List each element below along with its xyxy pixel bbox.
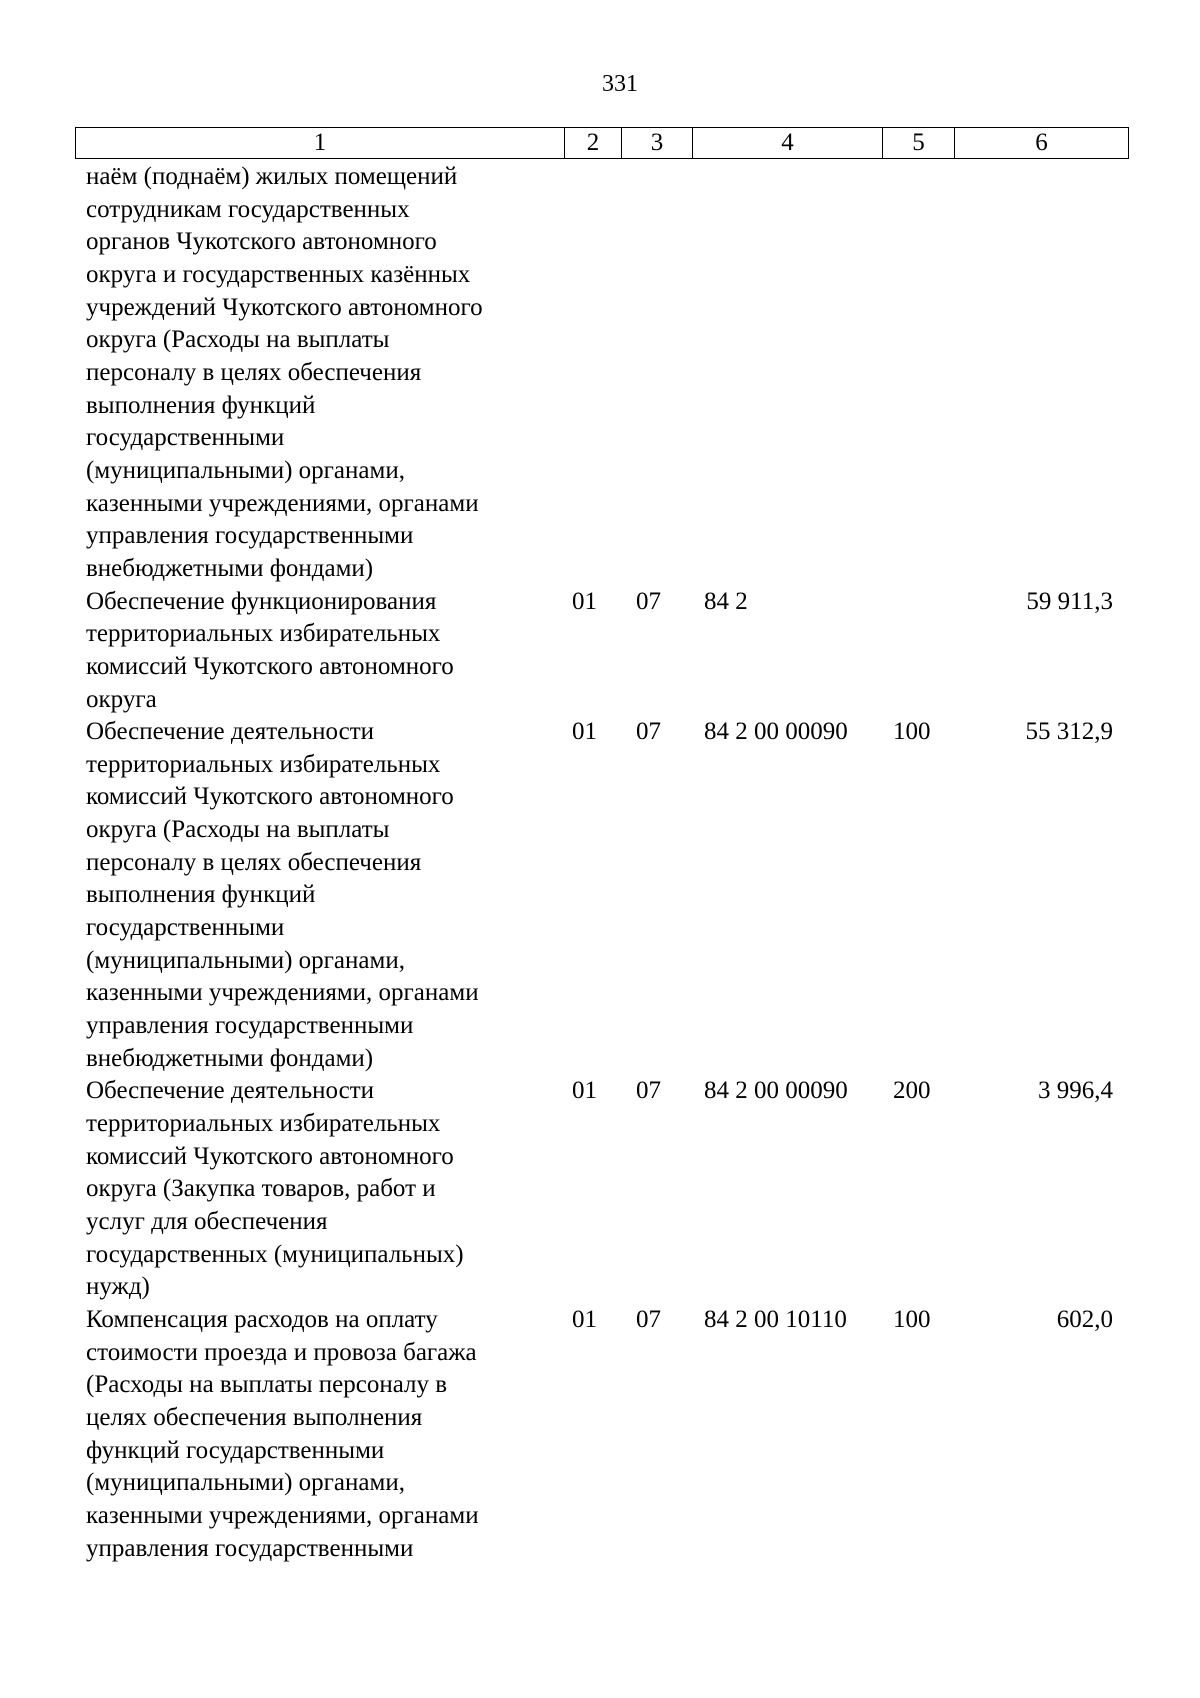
description-line: округа (Расходы на выплаты	[86, 326, 390, 354]
description-line: округа (Закупка товаров, работ и	[86, 1175, 436, 1203]
description-line: округа	[86, 685, 157, 713]
description-line: казенными учреждениями, органами	[86, 489, 479, 517]
description-line: (муниципальными) органами,	[86, 456, 405, 484]
amount	[952, 161, 1125, 586]
description-line: комиссий Чукотского автономного	[86, 1142, 454, 1170]
target-article-code	[695, 161, 882, 586]
budget-table-body	[75, 161, 1125, 1565]
table-row	[75, 1075, 1125, 1304]
description-line: наём (поднаём) жилых помещений	[86, 163, 458, 190]
description-line: (Расходы на выплаты персоналу в	[86, 1371, 448, 1399]
target-article-code: 84 2 00 00090	[704, 718, 848, 746]
description-line: территориальных избирательных	[86, 750, 441, 778]
description-line: Обеспечение деятельности	[86, 718, 375, 746]
column-header-row	[76, 128, 1129, 159]
description-line: управления государственными	[86, 1012, 414, 1040]
subsection-code: 07	[636, 587, 661, 615]
table-row	[75, 1304, 1125, 1565]
description-line: выполнения функций	[86, 881, 316, 909]
description-line: целях обеспечения выполнения	[86, 1403, 423, 1431]
amount: 59 911,3	[1026, 587, 1113, 615]
description-line: управления государственными	[86, 1534, 414, 1562]
description-line: казенными учреждениями, органами	[86, 979, 479, 1007]
description-line: сотрудникам государственных	[86, 195, 410, 223]
description-line: территориальных избирательных	[86, 1110, 441, 1138]
expense-type-code: 100	[893, 718, 931, 746]
description-line: округа (Расходы на выплаты	[86, 816, 390, 844]
column-header-table	[75, 127, 1129, 159]
target-article-code: 84 2 00 10110	[704, 1305, 847, 1333]
amount: 602,0	[1056, 1305, 1113, 1333]
row-description	[75, 1304, 567, 1565]
column-header-4: 4	[693, 128, 883, 159]
description-line: персоналу в целях обеспечения	[86, 848, 422, 876]
section-code: 01	[572, 1305, 597, 1333]
description-line: выполнения функций	[86, 391, 316, 419]
section-code: 01	[572, 1077, 597, 1105]
description-line: (муниципальными) органами,	[86, 946, 405, 974]
expense-type-code	[882, 586, 952, 717]
table-row	[75, 716, 1125, 1075]
target-article-code: 84 2	[704, 587, 748, 615]
description-line: управления государственными	[86, 522, 414, 550]
description-line: персоналу в целях обеспечения	[86, 358, 422, 386]
subsection-code: 07	[636, 1077, 661, 1105]
subsection-code: 07	[636, 1305, 661, 1333]
expense-type-code: 200	[893, 1077, 931, 1105]
subsection-code: 07	[636, 718, 661, 746]
description-line: государственных (муниципальных)	[86, 1240, 464, 1268]
description-line: функций государственными	[86, 1436, 385, 1464]
description-line: территориальных избирательных	[86, 620, 441, 648]
description-line: учреждений Чукотского автономного	[86, 293, 483, 321]
page-number: 331	[602, 71, 638, 97]
description-line: округа и государственных казённых	[86, 260, 471, 288]
section-code: 01	[572, 718, 597, 746]
column-header-2: 2	[565, 128, 622, 159]
description-line: нужд)	[86, 1273, 150, 1301]
row-description	[75, 161, 567, 586]
description-line: внебюджетными фондами)	[86, 554, 374, 582]
row-description	[75, 586, 567, 717]
column-header-6: 6	[955, 128, 1129, 159]
amount: 55 312,9	[1025, 718, 1113, 746]
description-line: Компенсация расходов на оплату	[86, 1305, 438, 1333]
expense-type-code	[882, 161, 952, 586]
description-line: Обеспечение деятельности	[86, 1077, 375, 1105]
row-description	[75, 1075, 567, 1304]
section-code: 01	[572, 587, 597, 615]
subsection-code	[626, 161, 695, 586]
description-line: комиссий Чукотского автономного	[86, 783, 454, 811]
amount: 3 996,4	[1038, 1077, 1113, 1105]
section-code	[567, 161, 626, 586]
description-line: казенными учреждениями, органами	[86, 1501, 479, 1529]
column-header-5: 5	[883, 128, 955, 159]
table-row	[75, 161, 1125, 586]
description-line: услуг для обеспечения	[86, 1208, 328, 1235]
description-line: комиссий Чукотского автономного	[86, 652, 454, 680]
description-line: внебюджетными фондами)	[86, 1044, 374, 1072]
description-line: государственными	[86, 914, 285, 942]
target-article-code: 84 2 00 00090	[704, 1077, 848, 1105]
description-line: стоимости проезда и провоза багажа	[86, 1338, 477, 1366]
description-line: (муниципальными) органами,	[86, 1469, 405, 1497]
column-header-3: 3	[622, 128, 693, 159]
row-description	[75, 716, 567, 1075]
expense-type-code: 100	[893, 1305, 931, 1333]
description-line: государственными	[86, 424, 285, 452]
column-header-1: 1	[76, 128, 565, 159]
table-row	[75, 586, 1125, 717]
description-line: органов Чукотского автономного	[86, 228, 437, 256]
description-line: Обеспечение функционирования	[86, 587, 437, 615]
